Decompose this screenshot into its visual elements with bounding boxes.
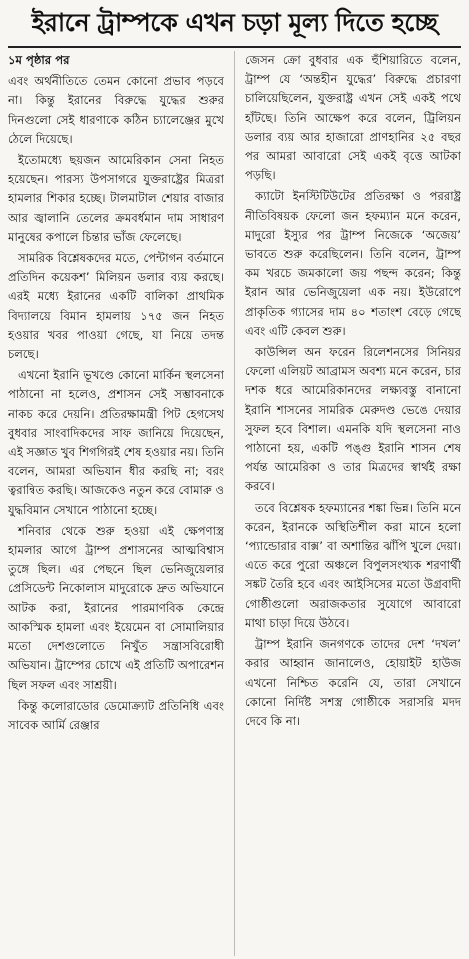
headline-rule [8,46,461,48]
paragraph: জেসন ক্রো বুধবার এক হুঁশিয়ারিতে বলেন, ট্রাম্প যে ‘অন্তহীন যুদ্ধের’ বিরুদ্ধে প্রচারণা চালিয়েছিলেন, যুক্তরাষ্ট্র এখন সেই একই পথে হাঁটছে। তিনি আক্ষেপ করে বলেন, ট্রিলিয়ন ডলার ব্যয় আর হাজারো প্রাণহানির ২৫ বছর পর আমরা আবারো সেই একই বৃত্তে আটকা পড়ছি। [245,53,461,183]
article-body [8,51,461,956]
paragraph: কিন্তু কলোরাডোর ডেমোক্র্যাট প্রতিনিধি এবং সাবেক আর্মি রেঞ্জার [8,698,224,732]
paragraph: শনিবার থেকে শুরু হওয়া এই ক্ষেপণাস্ত্র হামলার আগে ট্রাম্প প্রশাসনের আত্মবিশ্বাস তুঙ্গে ছিল। এর পেছনে ছিল ভেনিজুয়েলার প্রেসিডেন্ট নিকোলাস মাদুরোকে দ্রুত অভিযানে আটক করা, ইরানের পারমাণবিক কেন্দ্রে আকস্মিক হামলা এবং ইয়েমেন বা সোমালিয়ার মতো দেশগুলোতে নিখুঁত সন্ত্রাসবিরোধী অভিযান। ট্রাম্পের চোখে এই প্রতিটি অপারেশন ছিল সফল এবং সাশ্রয়ী। [8,523,224,692]
paragraph: এবং অর্থনীতিতে তেমন কোনো প্রভাব পড়বে না। কিন্তু ইরানের বিরুদ্ধে যুদ্ধের শুরুর দিনগুলো সেই ধারণাকে কঠিন চ্যালেঞ্জের মুখে ঠেলে দিয়েছে। [8,74,224,146]
continued-from-label: ১ম পৃষ্ঠার পর [8,53,70,67]
paragraph: ট্রাম্প ইরানি জনগণকে তাদের দেশ ‘দখল’ করার আহ্বান জানালেও, হোয়াইট হাউজ এখনো নিশ্চিত করেনি যে, তারা সেখানে কোনো নির্দিষ্ট সশস্ত্র গোষ্ঠীকে সরাসরি মদদ দেবে কি না। [245,637,461,728]
paragraph: তবে বিশ্লেষক হফম্যানের শঙ্কা ভিন্ন। তিনি মনে করেন, ইরানকে অস্থিতিশীল করা মানে হলো ‘প্যান্ডোরার বাক্স’ বা অশান্তির ঝাঁপি খুলে দেয়া। এতে করে পুরো অঞ্চলে বিপুলসংখ্যক শরণার্থী সঙ্কট তৈরি হবে এবং আইসিসের মতো উগ্রবাদী গোষ্ঠীগুলো অরাজকতার সুযোগে আবারো মাথা চাড়া দিয়ে উঠবে। [245,500,461,630]
left-column [8,51,224,956]
paragraph: এখনো ইরানি ভূখণ্ডে কোনো মার্কিন স্থলসেনা পাঠানো না হলেও, প্রশাসন সেই সম্ভাবনাকে নাকচ করে দেয়নি। প্রতিরক্ষামন্ত্রী পিট হেগসেথ বুধবার সাংবাদিকদের সাফ জানিয়ে দিয়েছেন, এই সজ্ঞাত খুব শিগগিরই শেষ হওয়ার নয়। তিনি বলেন, আমরা অভিযান ধীর করছি না; বরং ত্বরান্বিত করছি। আজকেও নতুন করে বোমারু ও যুদ্ধবিমান সেখানে পাঠানো হচ্ছে। [8,368,224,517]
right-column [245,51,461,956]
headline: ইরানে ট্রাম্পকে এখন চড়া মূল্য দিতে হচ্ছে [31,8,438,37]
paragraph: সামরিক বিশ্লেষকদের মতে, পেন্টাগন বর্তমানে প্রতিদিন কয়েকশ’ মিলিয়ন ডলার ব্যয় করছে। এরই মধ্যে ইরানের একটি বালিকা প্রাথমিক বিদ্যালয়ে বিমান হামলায় ১৭৫ জন নিহত হওয়ার খবর পাওয়া গেছে, যা নিয়ে তদন্ত চলছে। [8,251,224,362]
paragraph: ইতোমধ্যে ছয়জন আমেরিকান সেনা নিহত হয়েছেন। পারস্য উপসাগরে যুক্তরাষ্ট্রের মিত্ররা হামলার শিকার হচ্ছে। টালমাটাল শেয়ার বাজার আর জ্বালানি তেলের ক্রমবর্ধমান দাম সাধারণ মানুষের কপালে চিন্তার ভাঁজ ফেলেছে। [8,153,224,244]
paragraph: ক্যাটো ইনস্টিটিউটের প্রতিরক্ষা ও পররাষ্ট্র নীতিবিষয়ক ফেলো জন হফম্যান মনে করেন, মাদুরো ইস্যুর পর ট্রাম্প নিজেকে ‘অজেয়’ ভাবতে শুরু করেছিলেন। তিনি বলেন, ট্রাম্প কম খরচে জমকালো জয় পছন্দ করেন; কিন্তু ইরান আর ভেনিজুয়েলা এক নয়। ইউরোপে প্রাকৃতিক গ্যাসের দাম ৪০ শতাংশ বেড়ে গেছে এবং এটি কেবল শুরু। [245,189,461,338]
column-divider [234,51,235,956]
paragraph: কাউন্সিল অন ফরেন রিলেশনসের সিনিয়র ফেলো এলিয়ট আব্রামস অবশ্য মনে করেন, চার দশক ধরে আমেরিকানদের লক্ষ্যবস্তু বানানো ইরানি শাসনের সামরিক মেরুদণ্ড ভেঙে দেয়ার সুফল হবে বিশাল। এমনকি যদি স্থলসেনা নাও পাঠানো হয়, একটি পঙ্গু ইরানি শাসন শেষ পর্যন্ত আমেরিকা ও তার মিত্রদের স্বার্থই রক্ষা করবে। [245,345,461,494]
